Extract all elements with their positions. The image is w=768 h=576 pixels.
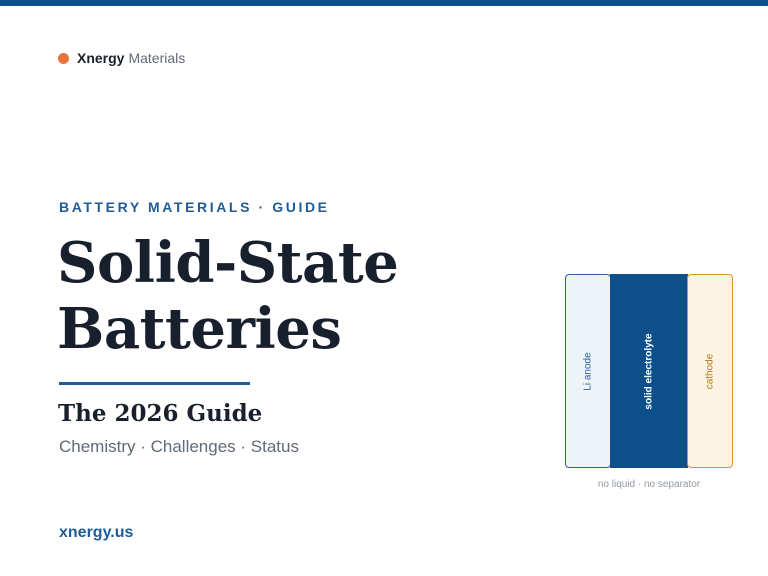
tagline: Chemistry · Challenges · Status (59, 437, 299, 456)
anode-layer (565, 274, 611, 468)
website-link[interactable]: xnergy.us (59, 524, 134, 541)
cathode-label: cathode (704, 353, 716, 389)
eyebrow-label: BATTERY MATERIALS · GUIDE (59, 199, 330, 215)
subtitle: The 2026 Guide (58, 400, 263, 427)
electrolyte-label: solid electrolyte (643, 332, 655, 410)
title-line-1: Solid-State (57, 230, 399, 296)
electrolyte-layer (610, 274, 688, 468)
brand-suffix: Materials (128, 50, 186, 66)
cathode-layer (687, 274, 733, 468)
anode-label: Li anode (582, 351, 594, 391)
title-line-2: Batteries (57, 296, 342, 362)
diagram-caption: no liquid · no separator (597, 479, 701, 490)
top-accent-bar (0, 0, 768, 6)
brand-logo (58, 50, 185, 66)
brand-dot-icon (58, 53, 69, 64)
page-title (57, 230, 517, 362)
brand-name: Xnergy (77, 50, 125, 66)
battery-cell-diagram (565, 274, 733, 468)
title-divider (59, 382, 250, 385)
